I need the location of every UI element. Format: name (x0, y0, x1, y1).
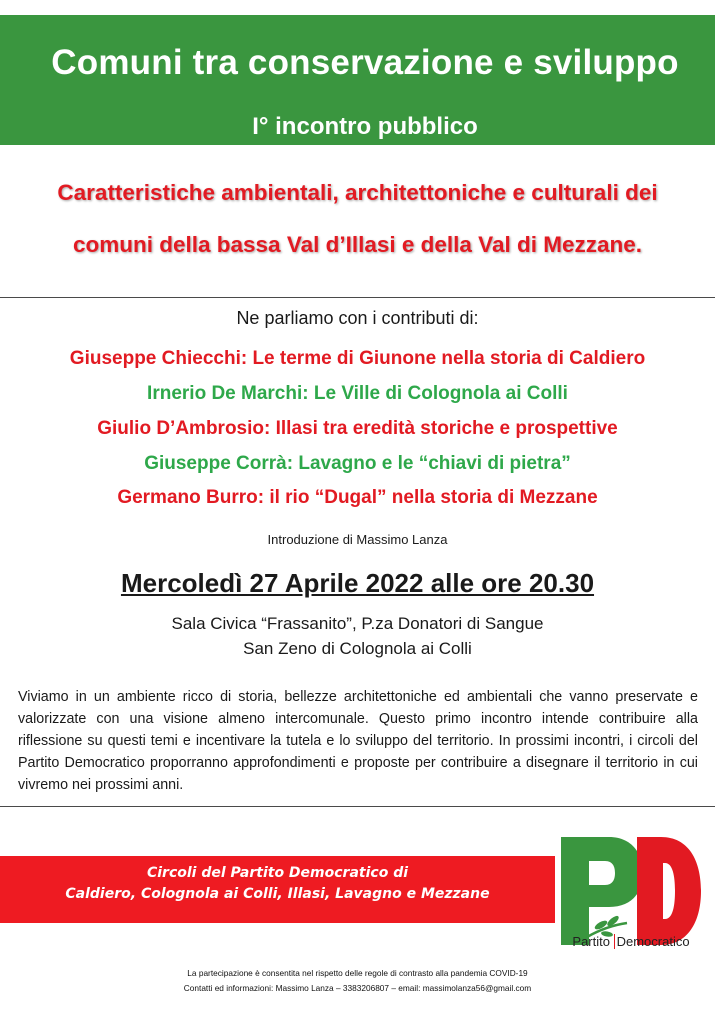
divider-top (0, 297, 715, 298)
organizers-line-1: Circoli del Partito Democratico di (146, 865, 409, 881)
organizers-band (0, 856, 555, 923)
page-title: Comuni tra conservazione e sviluppo (51, 43, 679, 82)
pd-logo-wordmark (557, 934, 705, 949)
header-banner (0, 15, 715, 145)
logo-word-2: Democratico (614, 934, 690, 949)
organizers-line-2: Caldiero, Colognola ai Colli, Illasi, Lavagno e Mezzane (65, 886, 490, 902)
page-subtitle: I° incontro pubblico (252, 113, 478, 140)
covid-note: La partecipazione è consentita nel rispetto delle regole di contrasto alla pandemia COVID-19 (187, 968, 528, 978)
event-date: Mercoledì 27 Aprile 2022 alle ore 20.30 (120, 568, 595, 598)
contact-info: Contatti ed informazioni: Massimo Lanza – 3383206807 – email: massimolanza56@gmail.com (183, 983, 532, 993)
event-location: San Zeno di Colognola ai Colli (243, 639, 472, 658)
speaker-item: Giuseppe Corrà: Lavagno e le “chiavi di pietra” (144, 453, 571, 474)
logo-word-1: Partito (572, 934, 610, 949)
speaker-item: Giulio D’Ambrosio: Illasi tra eredità storiche e prospettive (97, 418, 618, 439)
contributors-intro: Ne parliamo con i contributi di: (236, 308, 479, 328)
speaker-item: Germano Burro: il rio “Dugal” nella storia di Mezzane (117, 487, 598, 508)
event-description: Viviamo in un ambiente ricco di storia, bellezze architettoniche ed ambientali che vanno preservate e valorizzate con una visione almeno intercomunale. Questo primo incontro intende contribuire alla riflessione su questi temi e incentivare la tutela e lo sviluppo del territorio. In prossimi incontri, i circoli del Partito Democratico proporranno approfondimenti e proposte per contribuire a disegnare il territorio in cui vivremo nei prossimi anni. (18, 689, 698, 793)
speaker-item: Irnerio De Marchi: Le Ville di Colognola ai Colli (147, 383, 568, 404)
introduction-credit: Introduzione di Massimo Lanza (267, 532, 448, 547)
divider-bottom (0, 806, 715, 807)
topic-line-1: Caratteristiche ambientali, architettoniche e culturali dei (57, 180, 658, 205)
topic-line-2: comuni della bassa Val d’Illasi e della Val di Mezzane. (73, 232, 642, 257)
event-venue: Sala Civica “Frassanito”, P.za Donatori di Sangue (171, 614, 544, 633)
speaker-item: Giuseppe Chiecchi: Le terme di Giunone nella storia di Caldiero (69, 348, 646, 369)
